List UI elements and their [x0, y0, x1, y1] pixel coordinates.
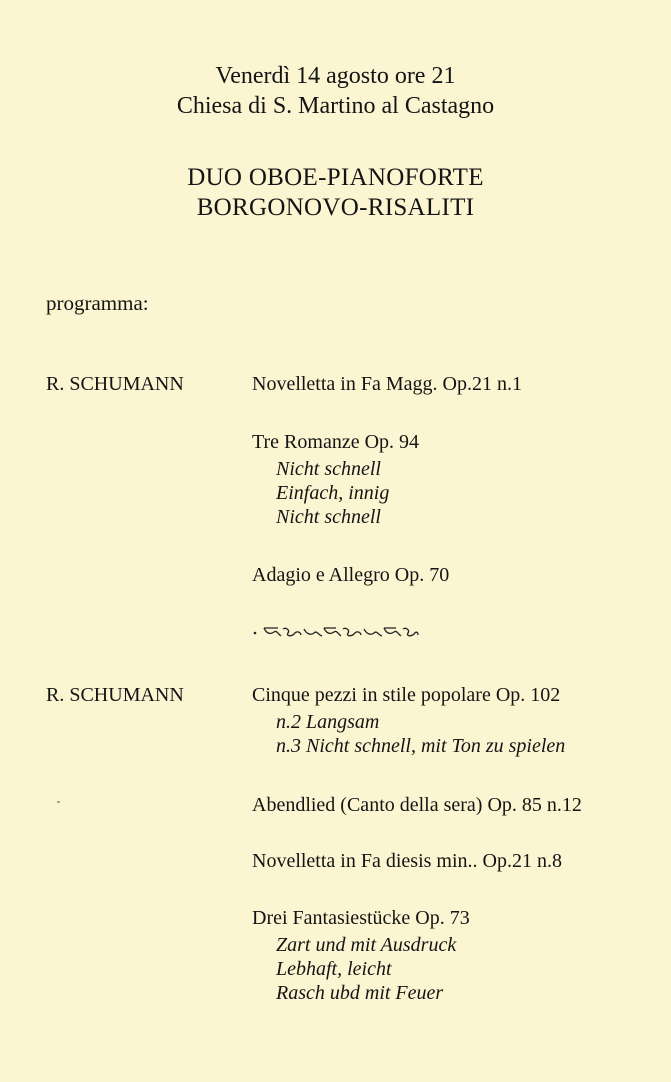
concert-header: [0, 61, 671, 121]
movement-title: n.2 Langsam: [276, 711, 380, 733]
ensemble-name: DUO OBOE-PIANOFORTE: [187, 164, 484, 191]
performers-title: [0, 163, 671, 223]
print-speck: [57, 801, 60, 803]
movement-title: n.3 Nicht schnell, mit Ton zu spielen: [276, 735, 566, 757]
composer-name: R. SCHUMANN: [46, 684, 184, 706]
performer-names: BORGONOVO-RISALITI: [196, 194, 475, 221]
movement-title: Nicht schnell: [276, 506, 381, 528]
work-title: Adagio e Allegro Op. 70: [252, 564, 450, 586]
movement-title: Einfach, innig: [276, 482, 390, 504]
work-title: Novelletta in Fa diesis min.. Op.21 n.8: [252, 850, 562, 872]
movement-title: Lebhaft, leicht: [276, 958, 392, 980]
movement-title: Zart und mit Ausdruck: [276, 934, 457, 956]
concert-date: Venerdì 14 agosto ore 21: [215, 63, 456, 89]
composer-name: R. SCHUMANN: [46, 373, 184, 395]
work-title: Abendlied (Canto della sera) Op. 85 n.12: [252, 794, 582, 816]
work-title: Drei Fantasiestücke Op. 73: [252, 907, 470, 929]
movement-title: Rasch ubd mit Feuer: [276, 982, 444, 1004]
decorative-divider-icon: [252, 621, 422, 643]
movement-title: Nicht schnell: [276, 458, 381, 480]
work-title: Tre Romanze Op. 94: [252, 431, 420, 453]
concert-venue: Chiesa di S. Martino al Castagno: [176, 93, 495, 119]
work-title: Novelletta in Fa Magg. Op.21 n.1: [252, 373, 522, 395]
programme-label: programma:: [46, 291, 149, 315]
work-title: Cinque pezzi in stile popolare Op. 102: [252, 684, 561, 706]
